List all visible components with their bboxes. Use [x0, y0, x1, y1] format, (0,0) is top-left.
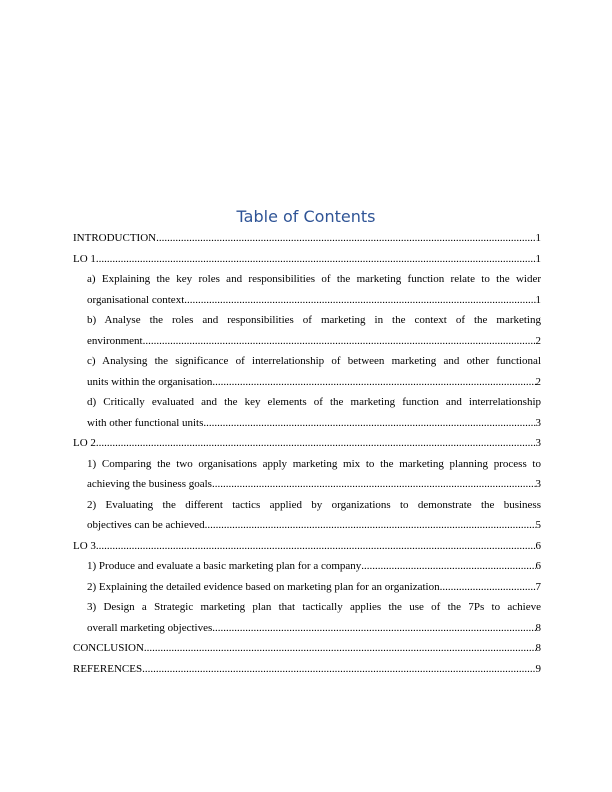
toc-entry[interactable] [73, 495, 541, 536]
toc-entry[interactable] [73, 392, 541, 433]
toc-entry-label: CONCLUSION [73, 642, 144, 654]
toc-dot-leader [96, 249, 536, 270]
toc-entry-label: achieving the business goals [87, 478, 212, 490]
toc-entry-label: LO 1 [73, 252, 96, 265]
toc-page-number: 1 [535, 252, 541, 265]
toc-entry[interactable] [73, 351, 541, 392]
toc-entry-label: INTRODUCTION [73, 232, 157, 244]
toc-entry-text-line: 2) Evaluating the different tactics applied by organizations to demonstrate the business [87, 498, 541, 511]
toc-entry[interactable] [73, 249, 541, 270]
toc-dot-leader [442, 577, 535, 598]
toc-title: Table of Contents [236, 207, 376, 226]
toc-entry-label: REFERENCES [73, 662, 143, 675]
toc-entry-label: 2) Explaining the detailed evidence based on marketing plan for an organization. [87, 580, 443, 593]
toc-entry-row [87, 331, 541, 352]
toc-dot-leader [212, 372, 535, 393]
toc-dot-leader [203, 413, 535, 434]
toc-entry-label: organisational context [87, 293, 185, 306]
table-of-contents [73, 228, 541, 679]
toc-entry-label: units within the organisation [87, 375, 213, 388]
toc-page-number: 3 [535, 478, 541, 490]
toc-page-number: 2 [535, 334, 541, 347]
toc-entry-label: objectives can be achieved [87, 519, 205, 531]
toc-dot-leader [361, 556, 535, 577]
toc-page-number: 9 [535, 662, 541, 675]
toc-entry-text-line: 3) Design a Strategic marketing plan that tactically applies the use of the 7Ps to achieve [87, 601, 541, 613]
toc-entry-label: LO 2 [73, 437, 96, 449]
toc-dot-leader [212, 618, 535, 639]
toc-entry-row [87, 577, 541, 598]
toc-entry[interactable] [73, 556, 541, 577]
toc-entry[interactable] [73, 577, 541, 598]
toc-entry-label: overall marketing objectives [87, 621, 213, 634]
toc-page-number: 7 [535, 580, 541, 593]
toc-entry[interactable] [73, 433, 541, 454]
toc-page-number: 6 [535, 560, 541, 572]
toc-entry-text-line: b) Analyse the roles and responsibilities of marketing in the context of the marketing [87, 314, 541, 326]
toc-dot-leader [142, 659, 535, 680]
toc-dot-leader [143, 331, 536, 352]
toc-entry[interactable] [73, 659, 541, 680]
toc-entry-row [87, 372, 541, 393]
toc-entry-text-line: 1) Comparing the two organisations apply marketing mix to the marketing planning process to [87, 457, 541, 470]
toc-entry[interactable] [73, 454, 541, 495]
toc-entry-row [87, 474, 541, 495]
toc-dot-leader [212, 474, 536, 495]
toc-dot-leader [205, 515, 536, 536]
toc-dot-leader [96, 433, 536, 454]
toc-entry-row [87, 556, 541, 577]
toc-entry[interactable] [73, 310, 541, 351]
toc-entry-text-line: c) Analysing the significance of interrelationship of between marketing and other functional [87, 355, 541, 367]
toc-page-number: 6 [535, 539, 541, 552]
toc-entry[interactable] [73, 228, 541, 249]
toc-entry-row [87, 290, 541, 311]
toc-dot-leader [184, 290, 535, 311]
toc-entry-label: 1) Produce and evaluate a basic marketing plan for a company [87, 560, 362, 572]
toc-entry-text-line: a) Explaining the key roles and responsibilities of the marketing function relate to the wider [87, 273, 541, 285]
toc-entry-label: with other functional units [87, 416, 204, 429]
toc-page-number: 3 [535, 437, 541, 449]
toc-page-number: 1 [535, 293, 541, 306]
toc-dot-leader [96, 536, 536, 557]
toc-entry-row [87, 618, 541, 639]
toc-page-number: 8 [535, 621, 541, 634]
toc-entry[interactable] [73, 638, 541, 659]
toc-entry-row [73, 536, 541, 557]
toc-entry-row [87, 413, 541, 434]
toc-dot-leader [144, 638, 536, 659]
toc-entry-row [73, 659, 541, 680]
toc-entry-label: LO 3 [73, 539, 96, 552]
toc-entry-row [73, 433, 541, 454]
toc-page-number: 1 [535, 232, 541, 244]
toc-entry-row [87, 515, 541, 536]
toc-entry-row [73, 249, 541, 270]
toc-page-number: 2 [535, 375, 541, 388]
toc-page-number: 8 [535, 642, 541, 654]
toc-entry-text-line: d) Critically evaluated and the key elements of the marketing function and interrelationship [87, 396, 541, 408]
toc-entry[interactable] [73, 269, 541, 310]
toc-entry[interactable] [73, 536, 541, 557]
toc-page-number: 3 [535, 416, 541, 429]
toc-entry-row [73, 638, 541, 659]
toc-entry-label: environment [87, 334, 143, 347]
toc-entry[interactable] [73, 597, 541, 638]
toc-page-number: 5 [535, 519, 541, 531]
toc-entry-row [73, 228, 541, 249]
toc-dot-leader [156, 228, 535, 249]
